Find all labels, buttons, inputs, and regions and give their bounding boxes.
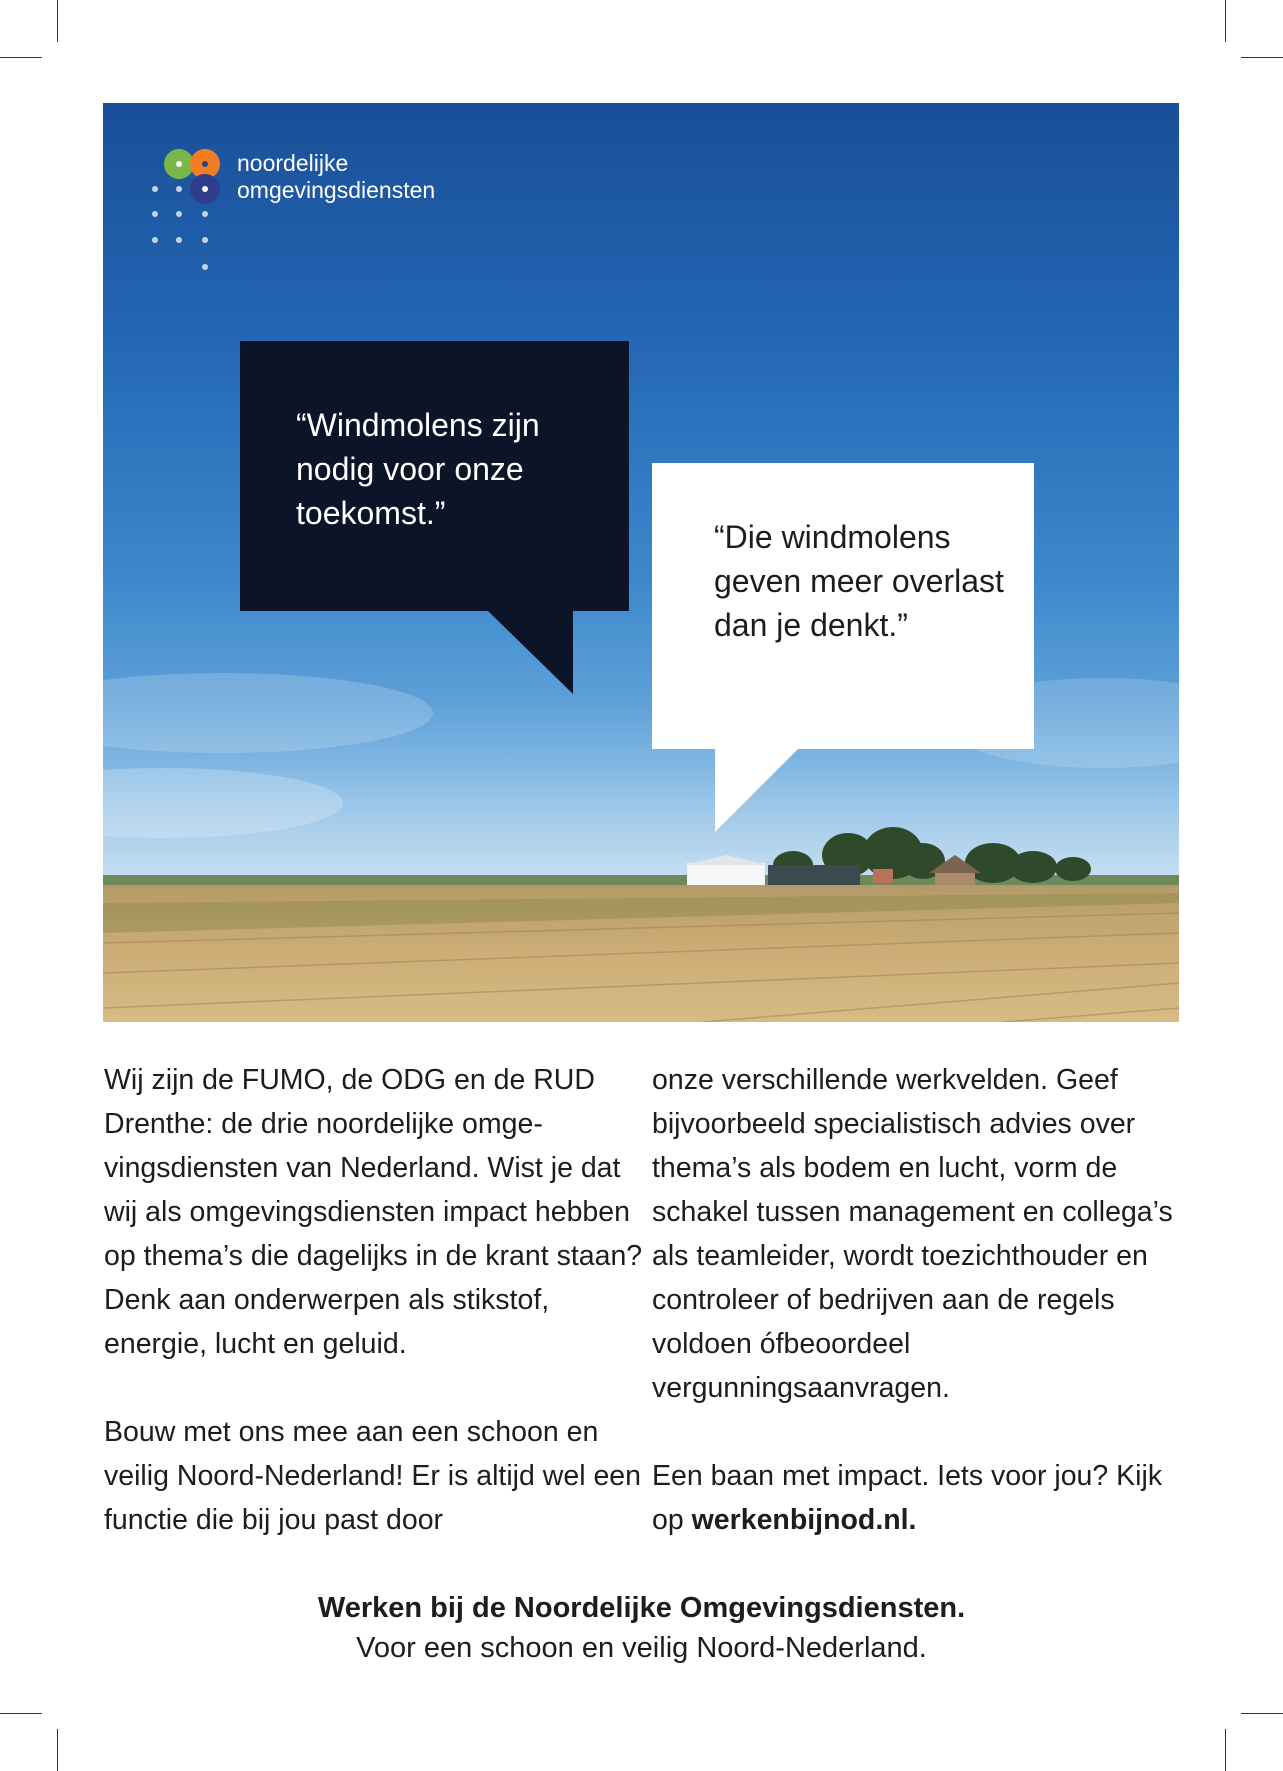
- footer-tagline: [0, 1588, 1283, 1668]
- body-column-right: [652, 1058, 1192, 1542]
- hero-photo: [103, 103, 1179, 1022]
- body-paragraph: Bouw met ons mee aan een schoon en veilig Noord-Nederland! Er is altijd wel een functie die bij jou past door: [104, 1416, 642, 1536]
- crop-mark: [1241, 57, 1283, 58]
- cta-text: Een baan met impact. Iets voor jou? Kijk op: [652, 1460, 1163, 1536]
- logo-text: [237, 150, 435, 204]
- crop-mark: [1225, 1729, 1226, 1771]
- logo-mark: [151, 148, 241, 278]
- speech-bubble-light-tail: [715, 748, 799, 832]
- crop-mark: [0, 57, 42, 58]
- footer-subline: Voor een schoon en veilig Noord-Nederland.: [356, 1632, 927, 1664]
- speech-bubble-light: [652, 463, 1034, 749]
- crop-mark: [57, 0, 58, 42]
- speech-bubble-dark: [240, 341, 629, 611]
- call-to-action: [652, 1454, 1192, 1542]
- crop-mark: [1225, 0, 1226, 42]
- body-column-left: [104, 1058, 644, 1542]
- quote-contra-windmills: “Die windmolens geven meer overlast dan je denkt.”: [714, 519, 1004, 643]
- crop-mark: [57, 1729, 58, 1771]
- footer-headline: Werken bij de Noordelijke Omgevingsdiensten.: [317, 1592, 966, 1624]
- crop-mark: [0, 1713, 42, 1714]
- website-link[interactable]: werkenbijnod.nl.: [691, 1504, 917, 1536]
- body-paragraph: onze verschillende werkvelden. Geef bijvoorbeeld specialistisch advies over thema’s als bodem en lucht, vorm de schakel tussen management en collega’s als teamleider, wordt toezichthouder en controleer of bedrijven aan de regels voldoen ófbeoordeel vergunningsaanvragen.: [652, 1064, 1173, 1404]
- quote-pro-windmills: “Windmolens zijn nodig voor onze toekomst.”: [296, 407, 540, 531]
- speech-bubble-dark-tail: [487, 610, 573, 694]
- logo-line2: omgevingsdiensten: [237, 177, 436, 203]
- crop-mark: [1241, 1713, 1283, 1714]
- logo-line1: noordelijke: [237, 150, 349, 176]
- body-paragraph: Wij zijn de FUMO, de ODG en de RUD Drenthe: de drie noordelijke omgevingsdiensten van Nederland. Wist je dat wij als omgevingsdiensten impact hebben op thema’s die dagelijks in de krant staan? Denk aan onderwerpen als stikstof, energie, lucht en geluid.: [104, 1064, 643, 1360]
